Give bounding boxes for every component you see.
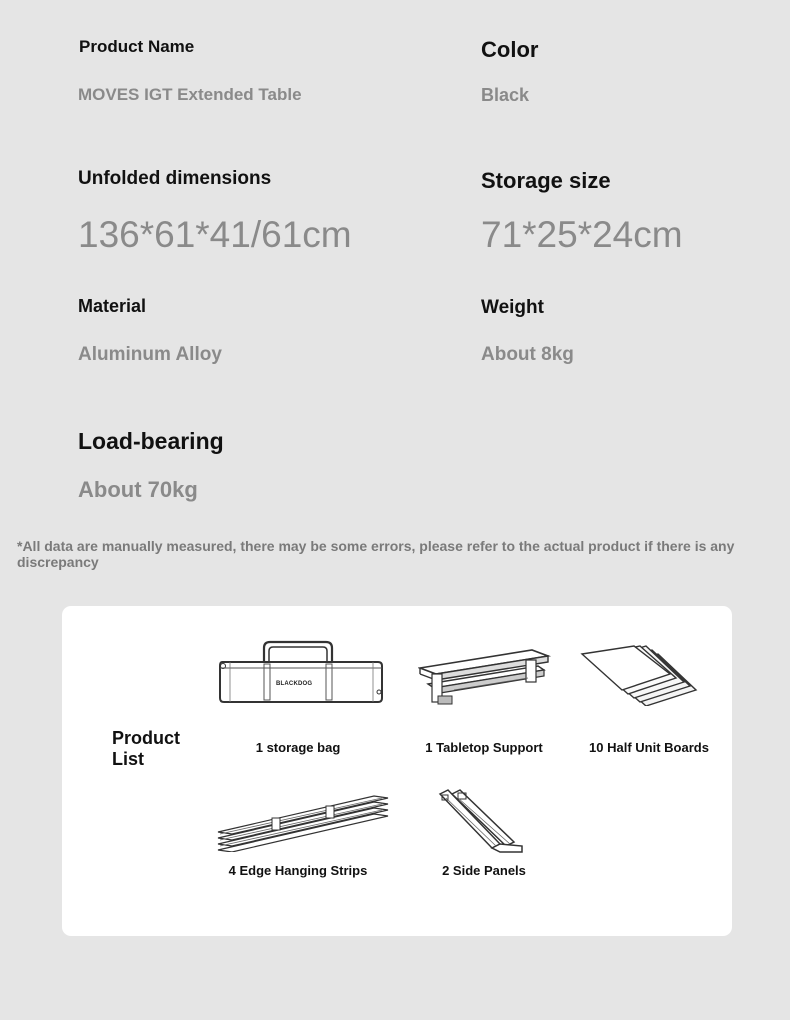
storage-size-label: Storage size: [481, 168, 611, 193]
tabletop-support-caption: 1 Tabletop Support: [425, 740, 543, 755]
product-list-title-line1: Product: [112, 728, 181, 748]
product-list-card: [62, 606, 732, 936]
unfolded-dimensions-value: 136*61*41/61cm: [78, 214, 352, 255]
storage-size-value: 71*25*24cm: [481, 214, 683, 255]
side-panels-icon: [438, 788, 524, 854]
storage-bag-brand-logo: BLACKDOG: [276, 681, 313, 687]
product-name-label: Product Name: [79, 37, 195, 56]
product-name-value: MOVES IGT Extended Table: [78, 85, 302, 104]
tabletop-support-icon: [418, 644, 552, 710]
color-value: Black: [481, 85, 530, 105]
edge-hanging-strips-caption: 4 Edge Hanging Strips: [228, 863, 368, 878]
unfolded-dimensions-label: Unfolded dimensions: [78, 168, 272, 189]
weight-label: Weight: [481, 297, 544, 318]
color-label: Color: [481, 37, 539, 62]
load-bearing-label: Load-bearing: [78, 428, 224, 454]
disclaimer-note: *All data are manually measured, there may be some errors, please refer to the actual product if there is any discrepancy: [17, 538, 735, 570]
load-bearing-value: About 70kg: [78, 477, 198, 502]
material-label: Material: [78, 296, 147, 316]
weight-value: About 8kg: [481, 344, 574, 365]
storage-bag-icon: [218, 638, 384, 708]
side-panels-caption: 2 Side Panels: [442, 863, 526, 878]
product-list-title-line2: List: [112, 749, 145, 769]
storage-bag-caption: 1 storage bag: [255, 740, 341, 755]
product-list-title: [112, 728, 202, 770]
edge-hanging-strips-icon: [214, 792, 392, 852]
half-unit-boards-caption: 10 Half Unit Boards: [589, 740, 709, 755]
material-value: Aluminum Alloy: [78, 344, 222, 365]
half-unit-boards-icon: [580, 644, 698, 706]
